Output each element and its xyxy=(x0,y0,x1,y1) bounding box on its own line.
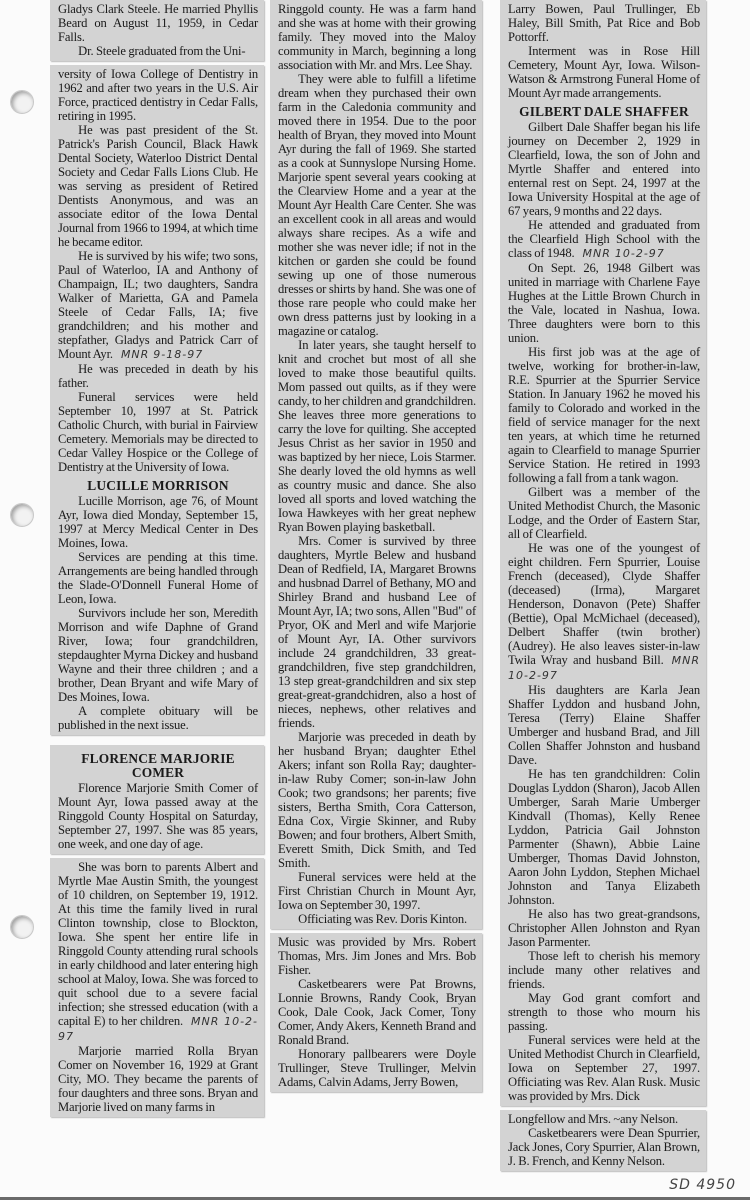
handwritten-note: MNR 10-2-97 xyxy=(508,653,700,682)
paragraph-text: Ringgold county. He was a farm hand and she was at home with their growing family. They moved into the Maloy community in March, beginning a long association with Mr. and Mrs. Lee Shay. xyxy=(278,2,476,72)
paragraph xyxy=(58,390,258,474)
column-3 xyxy=(500,0,706,1171)
paragraph-text: He was preceded in death by his father. xyxy=(58,362,258,390)
paragraph xyxy=(508,991,700,1033)
paragraph-text: Gilbert Dale Shaffer began his life journey on December 2, 1929 in Clearfield, Iowa, the son of John and Myrtle Shaffer and entered into enternal rest on Sept. 24, 1997 at the Iowa University Hospital at the age of 67 years, 9 months and 22 days. xyxy=(508,119,700,218)
paragraph-text: Longfellow and Mrs. ~any Nelson. xyxy=(508,1111,678,1126)
handwritten-note: MNR 9-18-97 xyxy=(120,348,204,361)
paragraph-text: They were able to fulfill a lifetime dream when they purchased their own farm in the Caledonia community and moved there in 1954. Due to the poor health of Bryan, they moved into Mount Ayr during the fall of 1969. She started as a cook at Sunnyslope Nursing Home. Marjorie spent several years cooking at the Clearview Home and a year at the Mount Ayr Health Care Center. She was an excellent cook in all areas and would always share recipes. As a wife and mother she was never idle; if not in the kitchen or garden she could be found sewing up one of those numerous dresses or shirts by hand. She was one of those rare people who could make her own dress patterns just by looking in a magazine or catalog. xyxy=(278,72,476,338)
paragraph xyxy=(278,72,476,338)
paragraph-text: Florence Marjorie Smith Comer of Mount Ayr, Iowa passed away at the Ringgold County Hospital on Saturday, September 27, 1997. She was 85 years, one week, and one day of age. xyxy=(58,780,258,851)
paragraph xyxy=(58,704,258,732)
paragraph-text: Honorary pallbearers were Doyle Trullinger, Steve Trullinger, Melvin Adams, Calvin Adams, Jerry Bowen, xyxy=(278,1047,476,1089)
punch-hole xyxy=(10,503,34,527)
paragraph-text: Lucille Morrison, age 76, of Mount Ayr, Iowa died Monday, September 15, 1997 at Mercy Medical Center in Des Moines, Iowa. xyxy=(58,493,258,550)
paragraph-text: GILBERT DALE SHAFFER xyxy=(519,104,689,119)
paragraph xyxy=(278,338,476,534)
paragraph xyxy=(58,123,258,249)
handwritten-note: MNR 10-2-97 xyxy=(582,246,665,260)
paragraph-text: A complete obituary will be published in the next issue. xyxy=(58,703,258,732)
paragraph-text: She was born to parents Albert and Myrtle Mae Austin Smith, the youngest of 10 children, on September 19, 1912. At this time the family lived in rural Clinton township, close to Blockton, Iowa. She spent her entire life in Ringgold County attending rural schools in early childhood and later entering high school at Maloy, Iowa. She was forced to quit school due to a severe facial infection; she stressed education (with a capital E) to her children. xyxy=(58,859,258,1028)
clipping-comer-header xyxy=(50,745,264,854)
paragraph-text: Gladys Clark Steele. He married Phyllis Beard on August 11, 1959, in Cedar Falls. xyxy=(58,2,258,44)
paragraph-text: On Sept. 26, 1948 Gilbert was united in marriage with Charlene Faye Hughes at the Little Brown Church in the Vale, located in Nashua, Iowa. Three daughters were born to this union. xyxy=(508,260,700,345)
paragraph-text: His daughters are Karla Jean Shaffer Lyddon and husband John, Teresa (Terry) Elaine Shaffer Umberger and husband Brad, and Jill Collen Shaffer Johnston and husband Dave. xyxy=(508,682,700,767)
paragraph-text: Funeral services were held at the United Methodist Church in Clearfield, Iowa on September 27, 1997. Officiating was Rev. Alan Rusk. Music was provided by Mrs. Dick xyxy=(508,1032,700,1103)
paragraph-text: Funeral services were held at the First Christian Church in Mount Ayr, Iowa on September 30, 1997. xyxy=(278,870,476,912)
paragraph xyxy=(58,781,258,851)
paragraph-text: Survivors include her son, Meredith Morrison and wife Daphne of Grand River, Iowa; four grandchildren, stepdaughter Myrna Dickey and husband Wayne and their three children ; and a brother, Dean Bryant and wife Mary of Des Moines, Iowa. xyxy=(58,605,258,704)
paragraph xyxy=(508,261,700,345)
obituary-heading xyxy=(58,479,258,494)
paragraph xyxy=(278,870,476,912)
paragraph-text: LUCILLE MORRISON xyxy=(87,478,229,493)
paragraph-text: Casketbearers were Pat Browns, Lonnie Browns, Randy Cook, Bryan Cook, Dale Cook, Jack Comer, Tony Comer, Andy Akers, Kenneth Brand and Ronald Brand. xyxy=(278,977,476,1047)
paragraph xyxy=(278,2,476,72)
paragraph xyxy=(58,606,258,704)
paragraph xyxy=(508,767,700,907)
paragraph xyxy=(58,550,258,606)
column-1 xyxy=(50,0,264,1117)
paragraph xyxy=(58,67,258,123)
paragraph xyxy=(58,1044,258,1114)
paragraph xyxy=(508,345,700,485)
paragraph-text: In later years, she taught herself to knit and crochet but most of all she loved to make those beautiful quilts. Mom passed out quilts, as if they were candy, to her children and grandchildren. She leaves three more generations to carry the love for quilting. She accepted Jesus Christ as her savior in 1950 and was baptized by her niece, Lois Starmer. She dearly loved the old hymns as well as country music and dance. She also loved all sports and loved watching the Iowa Hawkeyes with her great nephew Ryan Bowen playing basketball. xyxy=(278,338,476,534)
paragraph xyxy=(508,120,700,218)
paragraph xyxy=(508,907,700,949)
clipping-comer-part2 xyxy=(270,0,482,929)
paragraph xyxy=(58,249,258,362)
paragraph xyxy=(58,362,258,390)
archive-mark: SD 4950 xyxy=(669,1176,736,1193)
paragraph-text: He is survived by his wife; two sons, Paul of Waterloo, IA and Anthony of Champaign, IL; two daughters, Sandra Walker of Marietta, GA and Pamela Steele of Cedar Falls, IA; five grandchildren; and his mother and stepfather, Gladys and Patrick Carr of Mount Ayr. xyxy=(58,249,258,361)
paragraph xyxy=(278,912,476,926)
paragraph-text: FLORENCE MARJORIE COMER xyxy=(81,750,235,780)
paragraph-text: Officiating was Rev. Doris Kinton. xyxy=(298,912,467,926)
paragraph xyxy=(278,977,476,1047)
obituary-heading xyxy=(58,752,258,781)
paragraph xyxy=(508,1126,700,1168)
paragraph xyxy=(508,1112,700,1126)
paragraph-text: He attended and graduated from the Clearfield High School with the class of 1948. xyxy=(508,217,700,260)
clipping-shaffer-end xyxy=(500,1110,706,1171)
paragraph-text: Marjorie married Rolla Bryan Comer on November 16, 1929 at Grant City, MO. They became the parents of four daughters and three sons. Bryan and Marjorie lived on many farms in xyxy=(58,1043,258,1114)
clipping-comer-part1 xyxy=(50,858,264,1117)
paragraph-text: Dr. Steele graduated from the Uni- xyxy=(78,44,246,58)
paragraph-text: He was past president of the St. Patrick's Parish Council, Black Hawk Dental Society, Waterloo District Dental Society and Cedar Falls Lions Club. He was serving as president of Retired Dentists Anonymous, and was an associate editor of the Iowa Dental Journal from 1966 to 1994, at which time he became editor. xyxy=(58,123,258,249)
paragraph xyxy=(278,935,476,977)
handwritten-note: MNR 10-2-97 xyxy=(58,1014,259,1043)
paragraph-text: Marjorie was preceded in death by her husband Bryan; daughter Ethel Akers; infant son Rolla Ray; daughter-in-law Ruby Comer; son-in-law John Cook; two grandsons; her parents; five sisters, Bertha Smith, Cora Catterson, Edna Cox, Virgie Skinner, and Ruby Bowen; and four brothers, Albert Smith, Everett Smith, Dick Smith, and Ted Smith. xyxy=(278,730,476,870)
paragraph xyxy=(58,44,258,58)
paragraph-text: versity of Iowa College of Dentistry in 1962 and after two years in the U.S. Air Force, practiced dentistry in Cedar Falls, retiring in 1995. xyxy=(58,67,258,123)
paragraph xyxy=(508,683,700,767)
paragraph xyxy=(508,44,700,100)
paragraph-text: Funeral services were held September 10, 1997 at St. Patrick Catholic Church, with burial in Fairview Cemetery. Memorials may be directed to Cedar Valley Hospice or the College of Dentistry at the University of Iowa. xyxy=(58,390,258,474)
punch-hole xyxy=(10,915,34,939)
paragraph xyxy=(508,485,700,541)
paragraph xyxy=(508,541,700,683)
paragraph-text: Mrs. Comer is survived by three daughters, Myrtle Belew and husband Dean of Redfield, IA, Margaret Browns and husbnad Darrel of Bethany, MO and Shirley Brand and husband Lee of Mount Ayr, IA; two sons, Allen "Bud" of Pryor, OK and Merl and wife Marjorie of Mount Ayr, IA. Other survivors include 24 grandchildren, 33 great-grandchildren, five step grandchildren, 13 step great-grandchildren and six step great-great-grandchidren, also a host of nieces, nephews, other relatives and friends. xyxy=(278,534,476,730)
paragraph-text: Music was provided by Mrs. Robert Thomas, Mrs. Jim Jones and Mrs. Bob Fisher. xyxy=(278,935,476,977)
paragraph xyxy=(508,218,700,261)
paragraph-text: Gilbert was a member of the United Methodist Church, the Masonic Lodge, and the Order of Eastern Star, all of Clearfield. xyxy=(508,484,700,541)
paragraph-text: Interment was in Rose Hill Cemetery, Mount Ayr, Iowa. Wilson-Watson & Armstrong Funeral Home of Mount Ayr made arrangements. xyxy=(508,44,700,100)
paragraph-text: He was one of the youngest of eight children. Fern Spurrier, Louise French (deceased), Clyde Shaffer (deceased) (Irma), Margaret Henderson, Donavon (Pete) Shaffer (Bettie), Opal McMichael (deceased), Delbert Shaffer (twin brother) (Audrey). He also leaves sister-in-law Twila Wray and husband Bill. xyxy=(508,540,700,667)
paragraph xyxy=(58,860,258,1044)
paragraph-text: He has ten grandchildren: Colin Douglas Lyddon (Sharon), Jacob Allen Umberger, Sarah Marie Umberger Kindvall (Thomas), Kelly Renee Lyddon, Patricia Gail Johnston Parmenter (Shawn), Abbie Laine Umberger, Thomas David Johnston, Aaron John Lyddon, Stephen Michael Johnston and Tanya Elizabeth Johnston. xyxy=(508,766,700,907)
punch-hole xyxy=(10,90,34,114)
paragraph xyxy=(58,2,258,44)
paragraph xyxy=(508,1033,700,1103)
paragraph-text: Larry Bowen, Paul Trullinger, Eb Haley, Bill Smith, Pat Rice and Bob Pottorff. xyxy=(508,2,700,44)
paragraph xyxy=(278,534,476,730)
paragraph-text: Those left to cherish his memory include many other relatives and friends. xyxy=(508,948,700,991)
paragraph xyxy=(278,1047,476,1089)
paragraph-text: Casketbearers were Dean Spurrier, Jack Jones, Cory Spurrier, Alan Brown, J. B. French, and Kenny Nelson. xyxy=(508,1125,700,1168)
paragraph-text: He also has two great-grandsons, Christopher Allen Johnston and Ryan Jason Parmenter. xyxy=(508,906,700,949)
clipping-shaffer xyxy=(500,0,706,1106)
column-2 xyxy=(270,0,482,1092)
paragraph-text: May God grant comfort and strength to those who mourn his passing. xyxy=(508,990,700,1033)
paragraph-text: His first job was at the age of twelve, working for brother-in-law, R.E. Spurrier at the Spurrier Service Station. In January 1962 he moved his family to Colorado and worked in the field of service manager for the next ten years, at which time he returned again to Clearfield to manage Spurrier Service Station. He retired in 1993 following a fall from a tank wagon. xyxy=(508,344,700,485)
paragraph xyxy=(278,730,476,870)
clipping-steele-top xyxy=(50,0,264,61)
clipping-steele-morrison xyxy=(50,65,264,735)
obituary-heading xyxy=(508,105,700,120)
paragraph xyxy=(508,949,700,991)
clipping-comer-part3 xyxy=(270,933,482,1092)
paragraph-text: Services are pending at this time. Arrangements are being handled through the Slade-O'Donnell Funeral Home of Leon, Iowa. xyxy=(58,549,258,606)
paragraph xyxy=(508,2,700,44)
paragraph xyxy=(58,494,258,550)
